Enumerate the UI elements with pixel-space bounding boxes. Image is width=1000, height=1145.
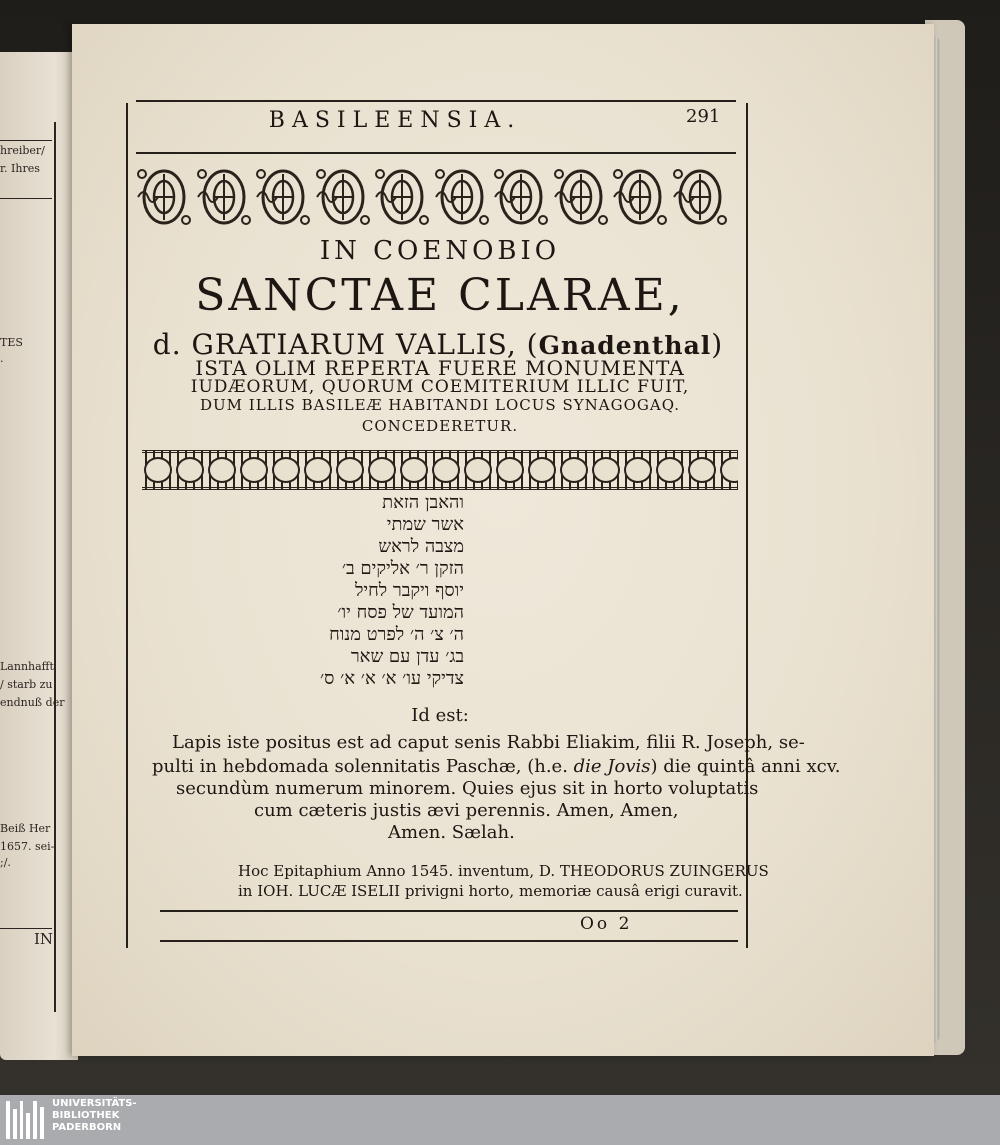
floral-medallion-icon [493, 162, 549, 232]
knot-ornament-icon [208, 457, 236, 483]
latin-line-5: Amen. Sælah. [388, 822, 515, 843]
knot-ornament-icon [624, 457, 652, 483]
floral-medallion-icon [612, 162, 668, 232]
floral-medallion-icon [255, 162, 311, 232]
left-fragment: Beiß Her [0, 822, 51, 835]
library-name-line-2: BIBLIOTHEK [52, 1110, 120, 1121]
latin-line-2 [152, 756, 840, 777]
running-head: BASILEENSIA. [268, 108, 522, 133]
head-rule [136, 152, 736, 154]
hebrew-line: בג׳ עדן עם שאר [350, 646, 464, 667]
knot-ornament-icon [144, 457, 172, 483]
headpiece-ornament [136, 158, 728, 236]
hebrew-line: יוסף ויקבר לחיל [354, 580, 464, 601]
knot-ornament-icon [400, 457, 428, 483]
knot-ornament-icon [720, 457, 738, 483]
title-line-7: CONCEDERETUR. [361, 417, 519, 435]
latin-line-3: secundùm numerum minorem. Quies ejus sit in horto voluptatis [176, 778, 759, 799]
floral-medallion-icon [672, 162, 728, 232]
library-name-line-3: PADERBORN [52, 1122, 122, 1133]
left-page [0, 52, 78, 1060]
hebrew-line: המועד של פסח יו׳ [337, 602, 464, 623]
knot-ornament-icon [368, 457, 396, 483]
left-fragment: hreiber/ [0, 144, 45, 157]
title-line-3-gothic: Gnadenthal [538, 331, 712, 360]
left-catchword: IN [34, 930, 54, 948]
knot-ornament-icon [656, 457, 684, 483]
library-name-line-1: UNIVERSITÄTS- [52, 1098, 137, 1109]
title-line-3-text: d. GRATIARUM VALLIS, ( [152, 328, 539, 361]
signature-mark: Oo 2 [580, 914, 633, 934]
left-fragment: / starb zu [0, 678, 53, 691]
library-logo-text [52, 1098, 172, 1134]
latin-line-2-pre: pulti in hebdomada solennitatis Paschæ, (h.e. [152, 756, 574, 777]
knot-ornament-icon [560, 457, 588, 483]
bottom-rule [160, 940, 738, 942]
knot-ornament-icon [240, 457, 268, 483]
title-line-6: DUM ILLIS BASILEÆ HABITANDI LOCUS SYNAGOGAQ. [199, 396, 681, 414]
title-line-4: ISTA OLIM REPERTA FUERE MONUMENTA [195, 356, 685, 380]
knot-ornament-icon [688, 457, 716, 483]
hebrew-line: הזקן ר׳ אליקים ב׳ [341, 558, 464, 579]
left-fragment: Lannhafft [0, 660, 54, 673]
left-fragment: 1657. sei- [0, 840, 55, 853]
knot-ornament-icon [304, 457, 332, 483]
knot-ornament-icon [336, 457, 364, 483]
latin-line-4: cum cæteris justis ævi perennis. Amen, Amen, [254, 800, 679, 821]
hebrew-line: צדיקי עו׳ א׳ א׳ א׳ ס׳ [320, 668, 464, 689]
footnote-line-1: Hoc Epitaphium Anno 1545. inventum, D. THEODORUS ZUINGERUS [238, 862, 769, 880]
left-fragment: r. Ihres [0, 162, 40, 175]
hebrew-line: ה׳ צ׳ ה׳ לפרט מנוח [329, 624, 464, 645]
latin-line-2-post: ) die quintâ anni xcv. [650, 756, 841, 777]
knot-ornament-icon [272, 457, 300, 483]
id-est-heading: Id est: [411, 705, 469, 726]
knot-ornament-icon [176, 457, 204, 483]
ornamental-band [142, 450, 738, 490]
hebrew-line: והאבן הזאת [382, 492, 464, 513]
title-line-1: IN COENOBIO [319, 236, 561, 266]
latin-line-1: Lapis iste positus est ad caput senis Rabbi Eliakim, filii R. Joseph, se- [172, 732, 805, 753]
hebrew-line: מצבה לראש [378, 536, 464, 557]
hebrew-line: אשר שמתי [386, 514, 464, 535]
left-rule [0, 140, 52, 141]
knot-ornament-icon [432, 457, 460, 483]
left-rule [0, 198, 52, 199]
floral-medallion-icon [196, 162, 252, 232]
left-rule [0, 928, 52, 929]
latin-line-2-italic: die Jovis [573, 756, 651, 777]
page-number: 291 [686, 106, 721, 127]
left-fragment: endnuß der [0, 696, 65, 709]
floral-medallion-icon [374, 162, 430, 232]
title-line-3-close: ) [711, 328, 724, 361]
knot-ornament-icon [528, 457, 556, 483]
floral-medallion-icon [553, 162, 609, 232]
library-logo-icon [6, 1101, 44, 1139]
title-line-5: IUDÆORUM, QUORUM COEMITERIUM ILLIC FUIT, [190, 377, 690, 397]
left-fragment: TES [0, 336, 23, 349]
knot-ornament-icon [496, 457, 524, 483]
knot-ornament-icon [464, 457, 492, 483]
left-fragment: . [0, 352, 4, 365]
footnote-line-2: in IOH. LUCÆ ISELII privigni horto, memoriæ causâ erigi curavit. [238, 882, 743, 900]
floral-medallion-icon [315, 162, 371, 232]
left-fragment: ;/. [0, 856, 11, 869]
floral-medallion-icon [434, 162, 490, 232]
top-rule [136, 100, 736, 102]
left-page-frame [0, 122, 56, 1012]
title-line-2: SANCTAE CLARAE, [195, 270, 685, 321]
knot-ornament-icon [592, 457, 620, 483]
bottom-rule [160, 910, 738, 912]
floral-medallion-icon [136, 162, 192, 232]
